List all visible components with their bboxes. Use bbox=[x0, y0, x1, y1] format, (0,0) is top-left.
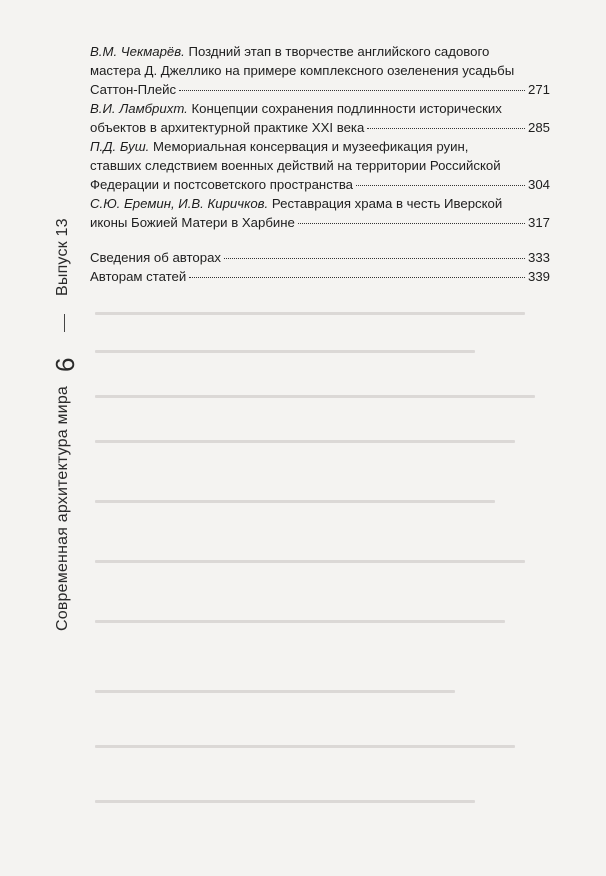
spine-header bbox=[26, 34, 80, 634]
toc-page: 317 bbox=[527, 215, 550, 230]
toc-line bbox=[90, 80, 550, 99]
toc-entry bbox=[90, 99, 550, 137]
leader-dots bbox=[224, 258, 525, 259]
toc-page: 333 bbox=[527, 250, 550, 265]
toc-line: мастера Д. Джеллико на примере комплексного озеленения усадьбы bbox=[90, 63, 515, 78]
toc-line bbox=[90, 248, 550, 267]
leader-dots bbox=[356, 185, 525, 186]
page-number: 6 bbox=[50, 357, 80, 372]
toc-line: ставших следствием военных действий на территории Российской bbox=[90, 158, 501, 173]
toc-line bbox=[90, 175, 550, 194]
toc-title-part: иконы Божией Матери в Харбине bbox=[90, 215, 295, 230]
toc-title-part: Федерации и постсоветского пространства bbox=[90, 177, 354, 192]
bleed-through-line bbox=[95, 690, 455, 693]
table-of-contents bbox=[90, 42, 550, 286]
toc-author: В.М. Чекмарёв. bbox=[90, 44, 185, 59]
toc-title-part: Авторам статей bbox=[90, 269, 187, 284]
toc-line bbox=[90, 99, 550, 118]
toc-author: С.Ю. Еремин, И.В. Киричков. bbox=[90, 196, 269, 211]
bleed-through-line bbox=[95, 745, 515, 748]
toc-entry bbox=[90, 267, 550, 286]
toc-entry bbox=[90, 194, 550, 232]
toc-title-part: Концепции сохранения подлинности исторических bbox=[191, 101, 502, 116]
bleed-through-line bbox=[95, 560, 525, 563]
toc-page: 271 bbox=[527, 82, 550, 97]
toc-entry bbox=[90, 42, 550, 99]
issue-label: Выпуск 13 bbox=[54, 218, 71, 296]
toc-page: 339 bbox=[527, 269, 550, 284]
toc-title-part: Реставрация храма в честь Иверской bbox=[271, 196, 503, 211]
section-gap bbox=[90, 232, 550, 248]
toc-title-part: Поздний этап в творчестве английского садового bbox=[188, 44, 490, 59]
toc-line bbox=[90, 194, 550, 213]
leader-dots bbox=[179, 90, 525, 91]
toc-line bbox=[90, 118, 550, 137]
toc-page: 285 bbox=[527, 120, 550, 135]
toc-page: 304 bbox=[527, 177, 550, 192]
toc-entry bbox=[90, 137, 550, 194]
leader-dots bbox=[367, 128, 525, 129]
toc-line bbox=[90, 42, 550, 61]
leader-dots bbox=[298, 223, 525, 224]
spine-divider bbox=[64, 314, 65, 332]
toc-line bbox=[90, 137, 550, 156]
bleed-through-line bbox=[95, 440, 515, 443]
toc-title-part: Саттон-Плейс bbox=[90, 82, 177, 97]
toc-title-part: объектов в архитектурной практике XXI века bbox=[90, 120, 365, 135]
toc-line bbox=[90, 213, 550, 232]
toc-title-part: Сведения об авторах bbox=[90, 250, 221, 265]
toc-author: П.Д. Буш. bbox=[90, 139, 150, 154]
bleed-through-line bbox=[95, 350, 475, 353]
toc-author: В.И. Ламбрихт. bbox=[90, 101, 188, 116]
bleed-through-line bbox=[95, 620, 505, 623]
toc-entry bbox=[90, 248, 550, 267]
bleed-through-line bbox=[95, 395, 535, 398]
bleed-through-line bbox=[95, 800, 475, 803]
journal-title: Современная архитектура мира bbox=[54, 385, 71, 631]
bleed-through-line bbox=[95, 500, 495, 503]
leader-dots bbox=[189, 277, 525, 278]
toc-line bbox=[90, 267, 550, 286]
bleed-through-line bbox=[95, 312, 525, 315]
toc-title-part: Мемориальная консервация и музеефикация руин, bbox=[153, 139, 469, 154]
